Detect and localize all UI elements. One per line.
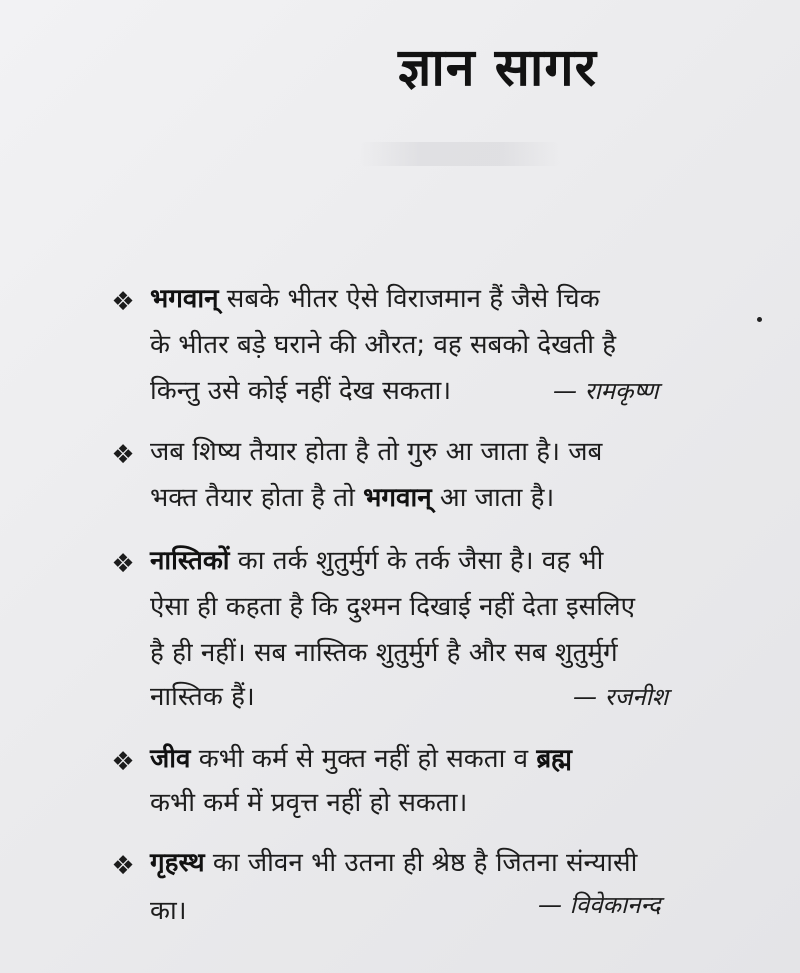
bold-term: नास्तिकों — [150, 546, 230, 576]
bold-term: भगवान् — [363, 483, 432, 513]
quote-line: के भीतर बड़े घराने की औरत; वह सबको देखती है — [150, 330, 617, 360]
diamond-bullet-icon: ❖ — [111, 549, 135, 579]
diamond-bullet-icon: ❖ — [111, 851, 135, 881]
quote-author: — रामकृष्ण — [553, 377, 659, 405]
quote-line: जीव कभी कर्म से मुक्त नहीं हो सकता व ब्रह्म — [150, 744, 572, 774]
diamond-bullet-icon: ❖ — [111, 747, 135, 777]
quote-line: है ही नहीं। सब नास्तिक शुतुर्मुर्ग है और सब शुतुर्मुर्ग — [150, 638, 618, 668]
bold-term: जीव — [150, 744, 191, 774]
quote-line: भगवान् सबके भीतर ऐसे विराजमान हैं जैसे चिक — [150, 284, 600, 314]
quote-line: नास्तिकों का तर्क शुतुर्मुर्ग के तर्क जैसा है। वह भी — [150, 546, 604, 576]
bleed-through-shadow — [360, 142, 560, 166]
diamond-bullet-icon: ❖ — [111, 287, 135, 317]
quote-line: ऐसा ही कहता है कि दुश्मन दिखाई नहीं देता इसलिए — [150, 592, 636, 622]
bold-term: ब्रह्म — [536, 744, 572, 774]
diamond-bullet-icon: ❖ — [111, 440, 135, 470]
ink-speck — [757, 317, 762, 322]
quote-line: नास्तिक हैं। — [150, 682, 255, 712]
quote-line: गृहस्थ का जीवन भी उतना ही श्रेष्ठ है जितना संन्यासी — [150, 848, 638, 878]
bold-term: गृहस्थ — [150, 848, 205, 878]
bold-term: भगवान् — [150, 284, 219, 314]
quote-line: का। — [150, 896, 187, 926]
quote-line: जब शिष्य तैयार होता है तो गुरु आ जाता है। जब — [150, 437, 603, 467]
quote-author: — विवेकानन्द — [538, 891, 661, 919]
quote-line: भक्त तैयार होता है तो भगवान् आ जाता है। — [150, 483, 555, 513]
quote-line: कभी कर्म में प्रवृत्त नहीं हो सकता। — [150, 788, 468, 818]
quote-author: — रजनीश — [573, 683, 669, 711]
page-title: ज्ञान सागर — [398, 38, 597, 98]
quote-line: किन्तु उसे कोई नहीं देख सकता। — [150, 376, 452, 406]
